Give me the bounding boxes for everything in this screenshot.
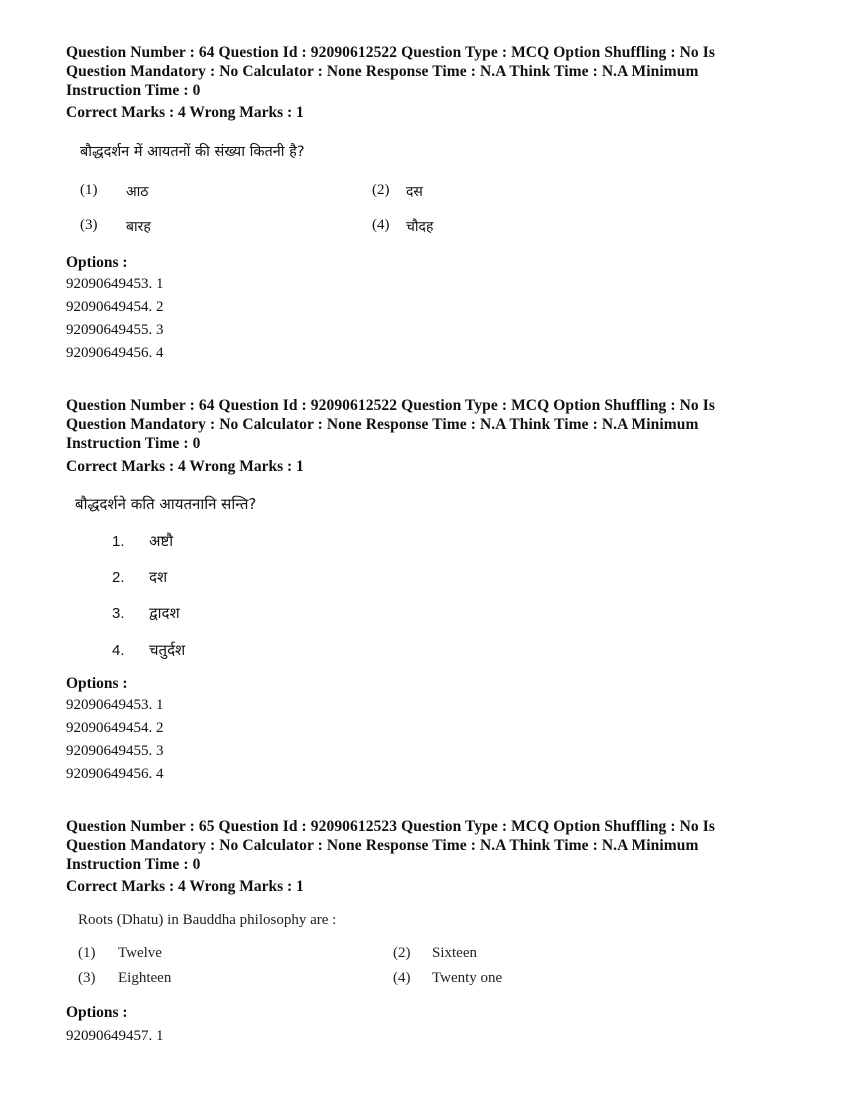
marks-line: Correct Marks : 4 Wrong Marks : 1 [66,878,304,895]
options-label: Options : [66,675,128,692]
marks-line: Correct Marks : 4 Wrong Marks : 1 [66,104,304,121]
option-line: 92090649453. 1 [66,276,164,292]
choice-number: (4) [393,970,411,986]
choice-number: 3. [112,605,125,622]
question-header-line: Question Mandatory : No Calculator : None Response Time : N.A Think Time : N.A Minimum [66,416,699,433]
choice-number: 4. [112,642,125,659]
choice-number: (3) [80,217,98,233]
option-line: 92090649456. 4 [66,766,164,782]
choice-text: Eighteen [118,970,172,986]
options-label: Options : [66,1004,128,1021]
choice-number: (2) [372,182,390,198]
options-label: Options : [66,254,128,271]
choice-text: Sixteen [432,945,477,961]
question-text: बौद्धदर्शने कति आयतनानि सन्ति? [75,495,257,513]
question-header-line: Question Mandatory : No Calculator : None Response Time : N.A Think Time : N.A Minimum [66,63,699,80]
option-line: 92090649454. 2 [66,720,164,736]
option-line: 92090649453. 1 [66,697,164,713]
choice-text: बारह [126,219,151,235]
choice-text: Twenty one [432,970,503,986]
marks-line: Correct Marks : 4 Wrong Marks : 1 [66,458,304,475]
question-header-line: Instruction Time : 0 [66,435,201,452]
question-text: बौद्धदर्शन में आयतनों की संख्या कितनी है? [80,144,305,160]
choice-text: चौदह [406,219,434,235]
question-text: Roots (Dhatu) in Bauddha philosophy are : [78,912,337,928]
choice-number: (3) [78,970,96,986]
option-line: 92090649455. 3 [66,743,164,759]
choice-number: (1) [78,945,96,961]
choice-text: द्वादश [149,604,180,622]
choice-text: चतुर्दश [149,641,186,659]
question-header-line: Question Number : 64 Question Id : 92090612522 Question Type : MCQ Option Shuffling : No Is [66,397,715,414]
choice-number: (1) [80,182,98,198]
choice-text: दस [406,184,423,200]
choice-text: अष्टौ [149,532,174,550]
option-line: 92090649454. 2 [66,299,164,315]
option-line: 92090649457. 1 [66,1028,164,1044]
choice-text: Twelve [118,945,162,961]
choice-text: आठ [126,184,149,200]
option-line: 92090649456. 4 [66,345,164,361]
question-header-line: Instruction Time : 0 [66,856,201,873]
question-header-line: Instruction Time : 0 [66,82,201,99]
question-header-line: Question Mandatory : No Calculator : None Response Time : N.A Think Time : N.A Minimum [66,837,699,854]
choice-number: 1. [112,533,125,550]
choice-number: (4) [372,217,390,233]
choice-text: दश [149,568,168,586]
choice-number: (2) [393,945,411,961]
question-header-line: Question Number : 64 Question Id : 92090612522 Question Type : MCQ Option Shuffling : No Is [66,44,715,61]
question-header-line: Question Number : 65 Question Id : 92090612523 Question Type : MCQ Option Shuffling : No Is [66,818,715,835]
option-line: 92090649455. 3 [66,322,164,338]
choice-number: 2. [112,569,125,586]
